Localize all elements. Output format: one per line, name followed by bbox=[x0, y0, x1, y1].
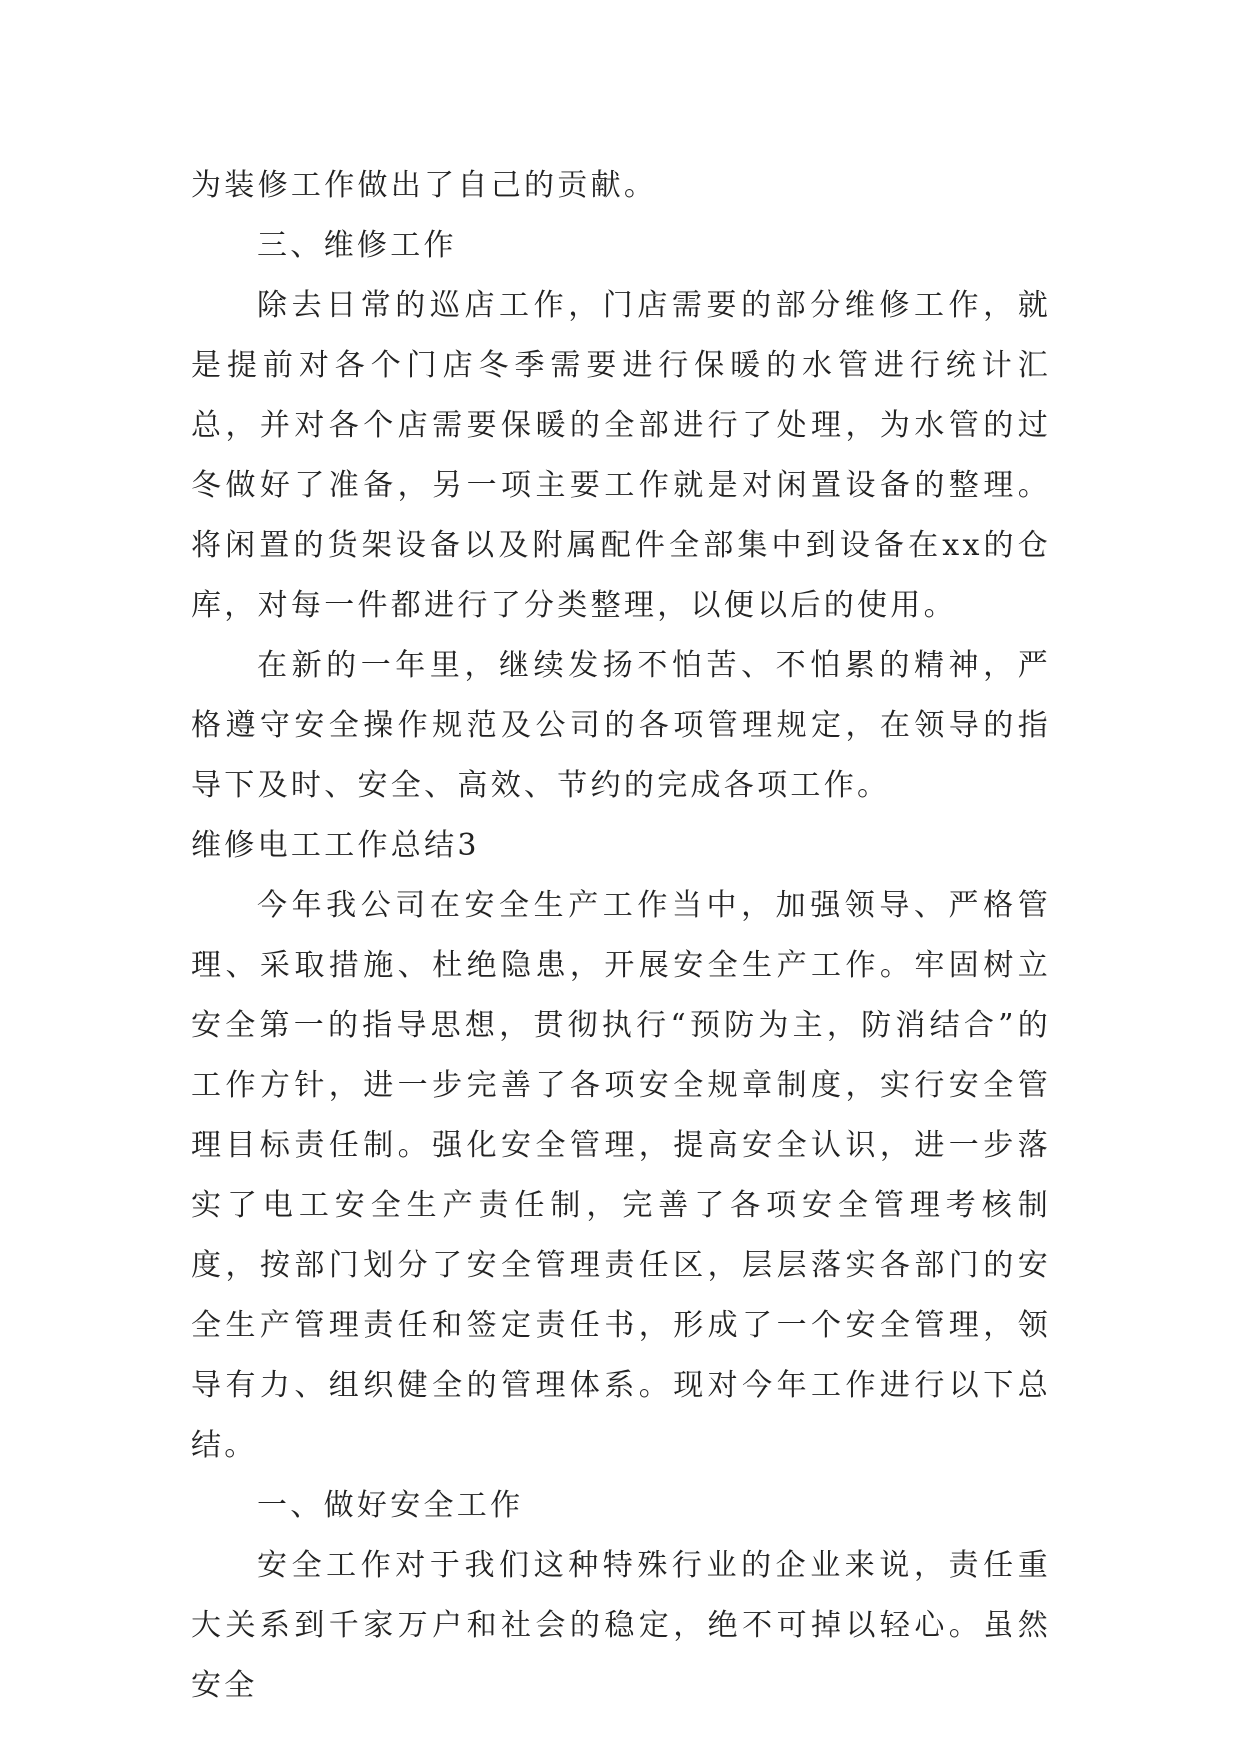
paragraph-new-year: 在新的一年里，继续发扬不怕苦、不怕累的精神，严格遵守安全操作规范及公司的各项管理规定，在领导的指导下及时、安全、高效、节约的完成各项工作。 bbox=[191, 648, 1051, 803]
paragraph-safety-production: 今年我公司在安全生产工作当中，加强领导、严格管理、采取措施、杜绝隐患，开展安全生产工作。牢固树立安全第一的指导思想，贯彻执行“预防为主，防消结合”的工作方针，进一步完善了各项安全规章制度，实行安全管理目标责任制。强化安全管理，提高安全认识，进一步落实了电工安全生产责任制，完善了各项安全管理考核制度，按部门划分了安全管理责任区，层层落实各部门的安全生产管理责任和签定责任书，形成了一个安全管理，领导有力、组织健全的管理体系。现对今年工作进行以下总结。 bbox=[191, 888, 1051, 1463]
section-heading-safety: 一、做好安全工作 bbox=[257, 1488, 524, 1523]
document-title: 维修电工工作总结3 bbox=[191, 828, 480, 863]
paragraph-safety-importance: 安全工作对于我们这种特殊行业的企业来说，责任重大关系到千家万户和社会的稳定，绝不可掉以轻心。虽然安全 bbox=[191, 1548, 1051, 1703]
continuation-text: 为装修工作做出了自己的贡献。 bbox=[191, 168, 658, 203]
section-heading-maintenance: 三、维修工作 bbox=[257, 228, 457, 263]
paragraph-maintenance-work: 除去日常的巡店工作，门店需要的部分维修工作，就是提前对各个门店冬季需要进行保暖的水管进行统计汇总，并对各个店需要保暖的全部进行了处理，为水管的过冬做好了准备，另一项主要工作就是对闲置设备的整理。将闲置的货架设备以及附属配件全部集中到设备在xx的仓库，对每一件都进行了分类整理，以便以后的使用。 bbox=[191, 288, 1051, 623]
document-body bbox=[191, 156, 1051, 1716]
